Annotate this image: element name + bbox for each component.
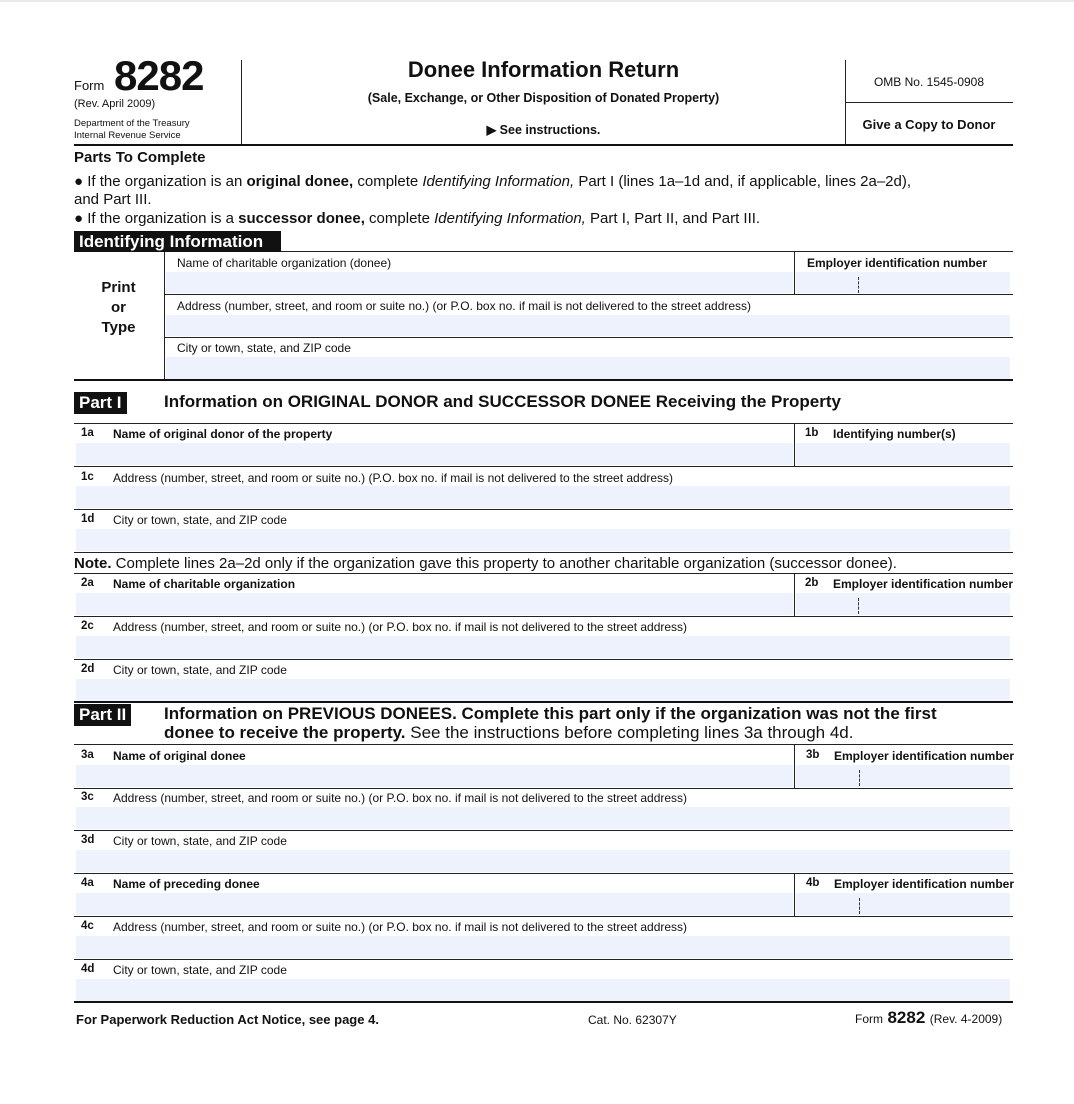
donee-city-field[interactable] — [166, 357, 1010, 379]
print-word: Print — [101, 279, 136, 296]
identifying-rule-1 — [164, 294, 1013, 295]
bullet1-text-pre: ● If the organization is an — [74, 173, 247, 190]
line-4b-field[interactable] — [796, 893, 1010, 915]
ein-divider — [794, 252, 795, 294]
line-2d-label: City or town, state, and ZIP code — [113, 663, 287, 677]
bullet1-continuation: and Part III. — [74, 191, 152, 208]
line-3b-divider — [794, 744, 795, 788]
bullet1-bold: original donee, — [246, 173, 354, 190]
form-title: Donee Information Return — [407, 57, 680, 82]
line-4c-number: 4c — [81, 920, 94, 932]
line-3b-field[interactable] — [796, 765, 1010, 787]
line-3a-field[interactable] — [76, 765, 793, 787]
line-2b-field[interactable] — [796, 593, 1010, 615]
print-or-type-label — [74, 278, 163, 338]
part-2-rule-2 — [74, 830, 1013, 831]
irs-line: Internal Revenue Service — [74, 130, 181, 141]
part-1-rule-2 — [74, 509, 1013, 510]
part-2-title-line-2-bold: donee to receive the property. — [164, 723, 406, 742]
ein-separator — [858, 277, 859, 293]
line-1c-field[interactable] — [76, 486, 1010, 508]
line-3c-field[interactable] — [76, 807, 1010, 829]
part-2-top-rule — [74, 744, 1013, 745]
line-2a-number: 2a — [81, 577, 94, 589]
form-number: 8282 — [114, 52, 204, 99]
donee-name-label: Name of charitable organization (donee) — [177, 256, 392, 270]
parts-to-complete-heading: Parts To Complete — [74, 149, 206, 166]
line-2a-label: Name of charitable organization — [113, 577, 296, 591]
donee-ein-label: Employer identification number — [807, 256, 988, 270]
part-2-bottom-rule — [74, 1001, 1013, 1003]
line-1a-field[interactable] — [76, 443, 793, 465]
line-2c-number: 2c — [81, 620, 94, 632]
line-1b-number: 1b — [805, 427, 819, 439]
line-4b-number: 4b — [806, 877, 820, 889]
line-3b-number: 3b — [806, 749, 820, 761]
omb-number: OMB No. 1545-0908 — [873, 75, 985, 89]
line-1a-number: 1a — [81, 427, 94, 439]
part-1-rule-3 — [74, 552, 1013, 553]
part-1-rule-6 — [74, 659, 1013, 660]
part-1-rule-4 — [74, 573, 1013, 574]
line-4d-field[interactable] — [76, 979, 1010, 1001]
line-3a-number: 3a — [81, 749, 94, 761]
footer-form-id — [855, 1008, 1002, 1028]
give-copy-to-donor: Give a Copy to Donor — [862, 117, 996, 132]
line-2b-divider — [794, 573, 795, 616]
part-2-badge: Part II — [74, 704, 131, 726]
line-1c-label: Address (number, street, and room or suite no.) (P.O. box no. if mail is not delivered to the street address) — [113, 471, 674, 485]
form-subtitle: (Sale, Exchange, or Other Disposition of Donated Property) — [367, 91, 720, 105]
part-2-title-line-2 — [164, 723, 853, 743]
line-4a-number: 4a — [81, 877, 94, 889]
donee-city-label: City or town, state, and ZIP code — [177, 341, 351, 355]
line-3b-separator — [859, 770, 860, 786]
line-4b-separator — [859, 898, 860, 914]
line-1d-number: 1d — [81, 513, 95, 525]
part-2-title-line-2-text: See the instructions before completing lines 3a through 4d. — [405, 723, 854, 742]
line-4a-label: Name of preceding donee — [113, 877, 260, 891]
line-4c-label: Address (number, street, and room or suite no.) (or P.O. box no. if mail is not delivered to the street address) — [113, 920, 688, 934]
bullet2-italic: Identifying Information, — [434, 210, 586, 227]
donee-address-field[interactable] — [166, 315, 1010, 336]
see-instructions-link[interactable]: ▶ See instructions. — [486, 123, 601, 137]
line-1a-label: Name of original donor of the property — [113, 427, 333, 441]
bullet1-text-post: Part I (lines 1a–1d and, if applicable, lines 2a–2d), — [574, 173, 912, 190]
part-2-title-line-1: Information on PREVIOUS DONEES. Complete this part only if the organization was not the first — [164, 704, 937, 723]
department-line: Department of the Treasury — [74, 118, 190, 129]
part-1-bottom-rule — [74, 701, 1013, 703]
or-word: or — [111, 299, 126, 316]
bullet2-bold: successor donee, — [238, 210, 365, 227]
donee-address-label: Address (number, street, and room or suite no.) (or P.O. box no. if mail is not delivered to the street address) — [177, 299, 752, 313]
line-4b-divider — [794, 873, 795, 916]
line-1d-label: City or town, state, and ZIP code — [113, 513, 287, 527]
bullet-successor-donee — [74, 210, 760, 228]
line-2c-field[interactable] — [76, 636, 1010, 658]
part-2-rule-1 — [74, 788, 1013, 789]
line-2b-label: Employer identification number — [833, 577, 1014, 591]
line-3c-label: Address (number, street, and room or suite no.) (or P.O. box no. if mail is not delivered to the street address) — [113, 791, 688, 805]
part-1-top-rule — [74, 423, 1013, 424]
part-2-rule-5 — [74, 959, 1013, 960]
bullet1-italic: Identifying Information, — [422, 173, 575, 190]
line-2d-field[interactable] — [76, 679, 1010, 701]
line-3d-field[interactable] — [76, 850, 1010, 872]
donee-name-field[interactable] — [166, 272, 793, 293]
paperwork-notice: For Paperwork Reduction Act Notice, see page 4. — [76, 1012, 379, 1027]
bullet2-text-pre: ● If the organization is a — [74, 210, 239, 227]
type-word: Type — [101, 319, 136, 336]
donee-ein-field[interactable] — [796, 272, 1010, 293]
bullet-original-donee — [74, 173, 911, 191]
line-1b-field[interactable] — [796, 443, 1010, 465]
line-2c-label: Address (number, street, and room or suite no.) (or P.O. box no. if mail is not delivered to the street address) — [113, 620, 688, 634]
form-word: Form — [74, 78, 105, 93]
line-3d-label: City or town, state, and ZIP code — [113, 834, 287, 848]
identifying-top-rule — [281, 251, 1013, 252]
line-4c-field[interactable] — [76, 936, 1010, 958]
identifying-information-heading: Identifying Information — [74, 231, 281, 252]
line-4a-field[interactable] — [76, 893, 793, 915]
omb-divider — [845, 102, 1013, 103]
line-1d-field[interactable] — [76, 529, 1010, 551]
bullet2-text-post: Part I, Part II, and Part III. — [585, 210, 761, 227]
form-revision: (Rev. April 2009) — [74, 98, 156, 110]
line-1c-number: 1c — [81, 471, 94, 483]
part-2-rule-4 — [74, 916, 1013, 917]
line-4d-number: 4d — [81, 963, 95, 975]
line-1b-label: Identifying number(s) — [833, 427, 956, 441]
line-4d-label: City or town, state, and ZIP code — [113, 963, 287, 977]
catalog-number: Cat. No. 62307Y — [588, 1013, 677, 1027]
header-bottom-rule — [74, 144, 1013, 146]
note-text: Complete lines 2a–2d only if the organization gave this property to another charitable organization (successor donee). — [111, 555, 897, 572]
identifying-rule-2 — [164, 337, 1013, 338]
part-1-title: Information on ORIGINAL DONOR and SUCCESSOR DONEE Receiving the Property — [164, 392, 841, 411]
line-2b-separator — [858, 598, 859, 614]
line-1b-divider — [794, 423, 795, 466]
footer-form-number: 8282 — [887, 1008, 926, 1027]
bullet2-text-mid: complete — [364, 210, 435, 227]
line-2a-field[interactable] — [76, 593, 793, 615]
line-2d-number: 2d — [81, 663, 95, 675]
line-2b-number: 2b — [805, 577, 819, 589]
line-4b-label: Employer identification number — [834, 877, 1015, 891]
footer-revision: (Rev. 4-2009) — [929, 1012, 1003, 1026]
part-2-rule-3 — [74, 873, 1013, 874]
line-3b-label: Employer identification number — [834, 749, 1015, 763]
footer-form-word: Form — [855, 1012, 883, 1026]
note-label: Note. — [74, 555, 112, 572]
line-3c-number: 3c — [81, 791, 94, 803]
part-1-rule-5 — [74, 616, 1013, 617]
part-1-badge: Part I — [74, 392, 127, 414]
part-1-rule-1 — [74, 466, 1013, 467]
page-top-edge — [0, 0, 1074, 2]
bullet1-text-mid: complete — [353, 173, 423, 190]
identifying-bottom-rule — [74, 379, 1013, 381]
line-3d-number: 3d — [81, 834, 95, 846]
print-type-divider — [164, 252, 165, 380]
note-successor-donee — [74, 555, 897, 573]
line-3a-label: Name of original donee — [113, 749, 246, 763]
